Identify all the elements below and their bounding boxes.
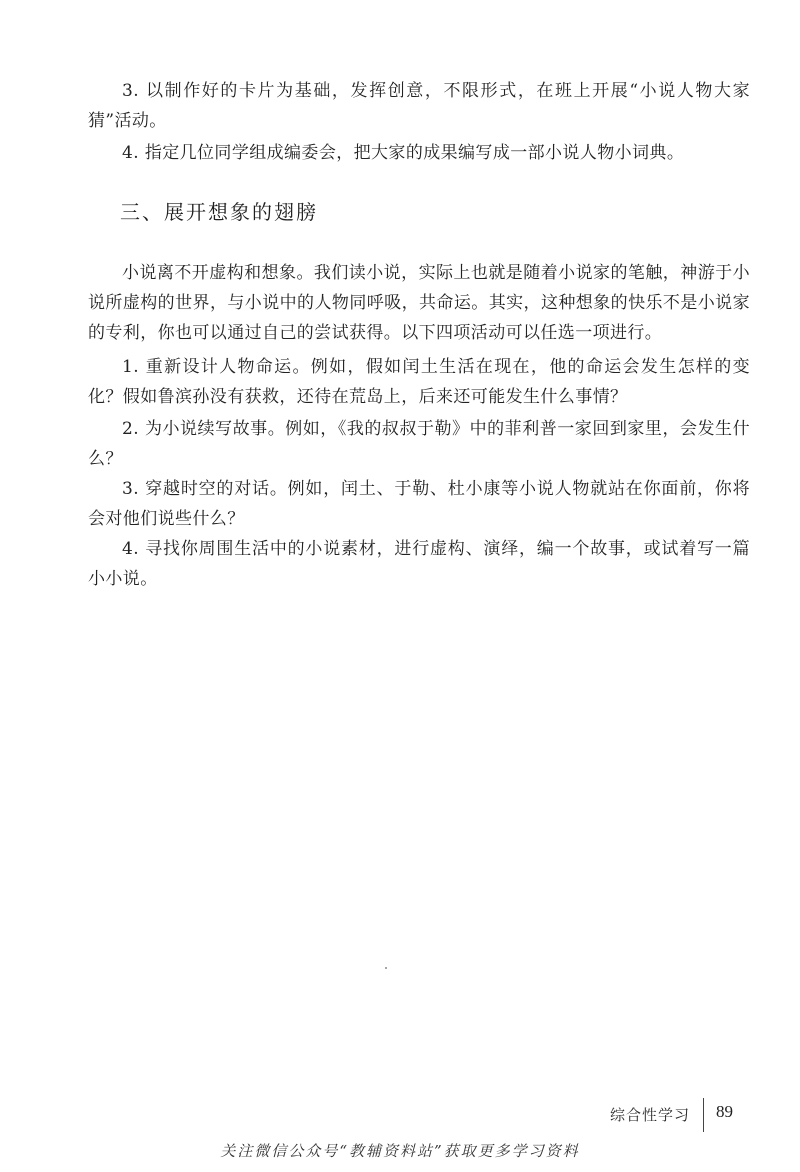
section-heading: 三、展开想象的翅膀 xyxy=(120,200,318,224)
option-paragraph-4: 4. 寻找你周围生活中的小说素材，进行虚构、演绎，编一个故事，或试着写一篇小小说。 xyxy=(88,539,750,589)
option-paragraph-1: 1. 重新设计人物命运。例如，假如闰土生活在现在，他的命运会发生怎样的变化？假如鲁滨孙没有获救，还待在荒岛上，后来还可能发生什么事情？ xyxy=(88,357,750,407)
option-paragraph-3: 3. 穿越时空的对话。例如，闰土、于勒、杜小康等小说人物就站在你面前，你将会对他们说些什么？ xyxy=(88,479,750,529)
footer-watermark: 关注微信公众号“教辅资料站”获取更多学习资料 xyxy=(220,1142,580,1160)
footer-section-label: 综合性学习 xyxy=(609,1106,690,1124)
activity-paragraph-4: 4. 指定几位同学组成编委会，把大家的成果编写成一部小说人物小词典。 xyxy=(122,143,685,163)
footer-divider xyxy=(703,1098,704,1132)
intro-paragraph: 小说离不开虚构和想象。我们读小说，实际上也就是随着小说家的笔触，神游于小说所虚构的世界，与小说中的人物同呼吸，共命运。其实，这种想象的快乐不是小说家的专利，你也可以通过自己的尝试获得。以下四项活动可以任选一项进行。 xyxy=(88,263,750,343)
option-paragraph-2: 2. 为小说续写故事。例如，《我的叔叔于勒》中的菲利普一家回到家里，会发生什么？ xyxy=(88,419,750,469)
decorative-dot xyxy=(385,967,387,969)
activity-paragraph-3: 3. 以制作好的卡片为基础，发挥创意，不限形式，在班上开展“小说人物大家猜”活动。 xyxy=(88,81,750,131)
page-number: 89 xyxy=(716,1102,733,1121)
